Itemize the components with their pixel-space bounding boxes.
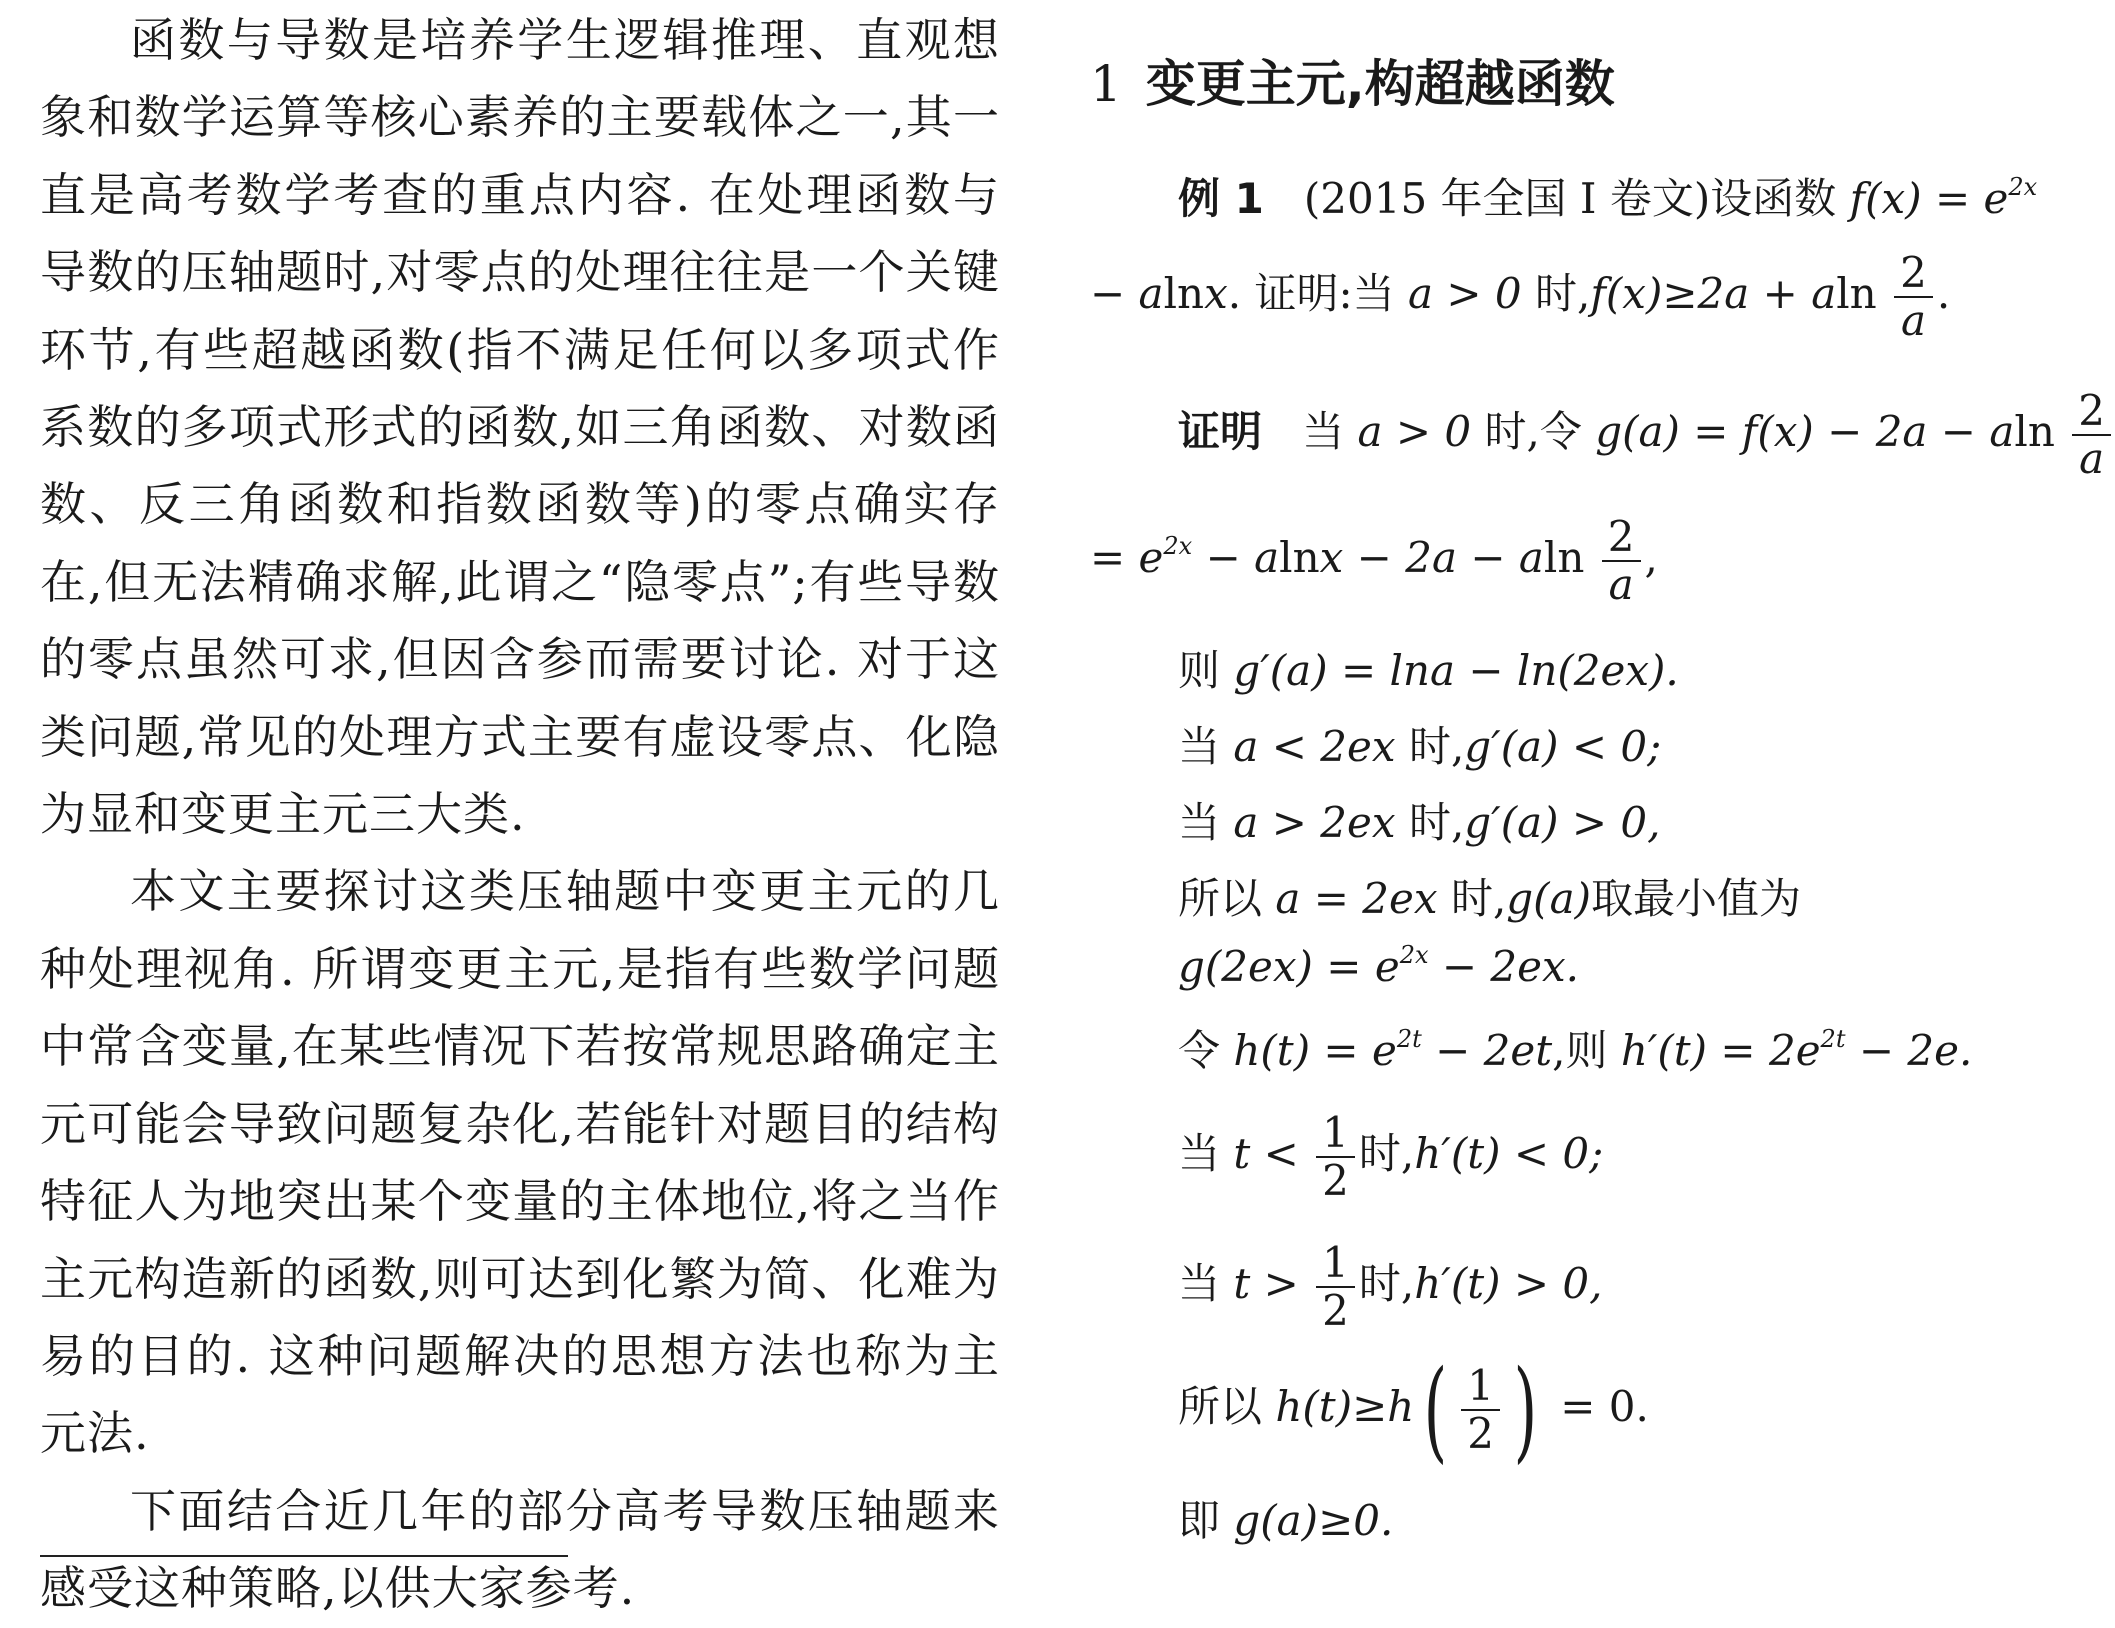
proof-line-6: 所以 a = 2ex 时,g(a)取最小值为 [1178,874,1802,923]
section-number: 1 [1090,55,1122,113]
proof-line-11: 所以 h(t)≥h( $\frac{1}{2}$ ) = 0. [1178,1346,1649,1474]
proof-line-8: 令 $h(t) = e^{2t} - 2et$,则 $h'(t) = 2e^{2t} - 2e$. [1178,1025,1973,1075]
proof-label: 证明 [1178,407,1263,456]
intro-paragraph-1: 函数与导数是培养学生逻辑推理、直观想象和数学运算等核心素养的主要载体之一,其一直是高考数学考查的重点内容. 在处理函数与导数的压轴题时,对零点的处理往往是一个关键环节,有些超越函数(指不满足任何以多项式作系数的多项式形式的函数,如三角函数、对数函数、反三角函数和指数函数等)的零点确实存在,但无法精确求解,此谓之“隐零点”;有些导数的零点虽然可求,但因含参而需要讨论. 对于这类问题,常见的处理方式主要有虚设零点、化隐为显和变更主元三大类. [40,13,1000,842]
proof-line-12: 即 g(a)≥0. [1178,1496,1394,1545]
footnote-rule [40,1555,568,1557]
proof-line-1: 证明 当 a > 0 时,令 g(a) = f(x) − 2a − aln $\frac{2}{a}$ [1178,388,2115,482]
proof-line-2: = $e^{2x} - alnx - 2a - aln$ $\frac{2}{a}$ , [1090,512,1658,609]
section-title: 变更主元,构超越函数 [1145,55,1615,113]
example-label: 例 1 [1178,174,1264,223]
proof-line-5: 当 a > 2ex 时,g′(a) > 0, [1178,798,1661,847]
intro-paragraph-3: 下面结合近几年的部分高考导数压轴题来感受这种策略,以供大家参考. [40,1483,1000,1616]
intro-paragraph-2: 本文主要探讨这类压轴题中变更主元的几种处理视角. 所谓变更主元,是指有些数学问题中常含变量,在某些情况下若按常规思路确定主元可能会导致问题复杂化,若能针对题目的结构特征人为地突出某个变量的主体地位,将之当作主元构造新的函数,则可达到化繁为简、化难为易的目的. 这种问题解决的思想方法也称为主元法. [40,864,1000,1461]
proof-line-10: 当 t > $\frac{1}{2}$ 时,h′(t) > 0, [1178,1238,1603,1335]
proof-line-7: $g(2ex) = e^{2x} - 2ex$. [1178,941,1580,991]
right-column [1090,0,2105,1556]
example-source: (2015 年全国 Ⅰ 卷文) [1303,174,1711,223]
left-column [40,0,1000,1628]
fraction-2-over-a: $\frac{2}{a}$ [1894,250,1933,344]
proof-line-3: 则 g′(a) = lna − ln(2ex). [1178,646,1679,695]
example-line-1: 例 1 (2015 年全国 Ⅰ 卷文)设函数 $f(x) = e^{2x}$ [1178,173,2038,223]
proof-line-9: 当 t < $\frac{1}{2}$ 时,h′(t) < 0; [1178,1108,1604,1205]
section-heading [1090,44,1615,116]
example-line-2: − alnx. 证明:当 a > 0 时,f(x)≥2a + aln $\frac{2}{a}$ . [1090,248,1951,345]
proof-line-4: 当 a < 2ex 时,g′(a) < 0; [1178,722,1662,771]
